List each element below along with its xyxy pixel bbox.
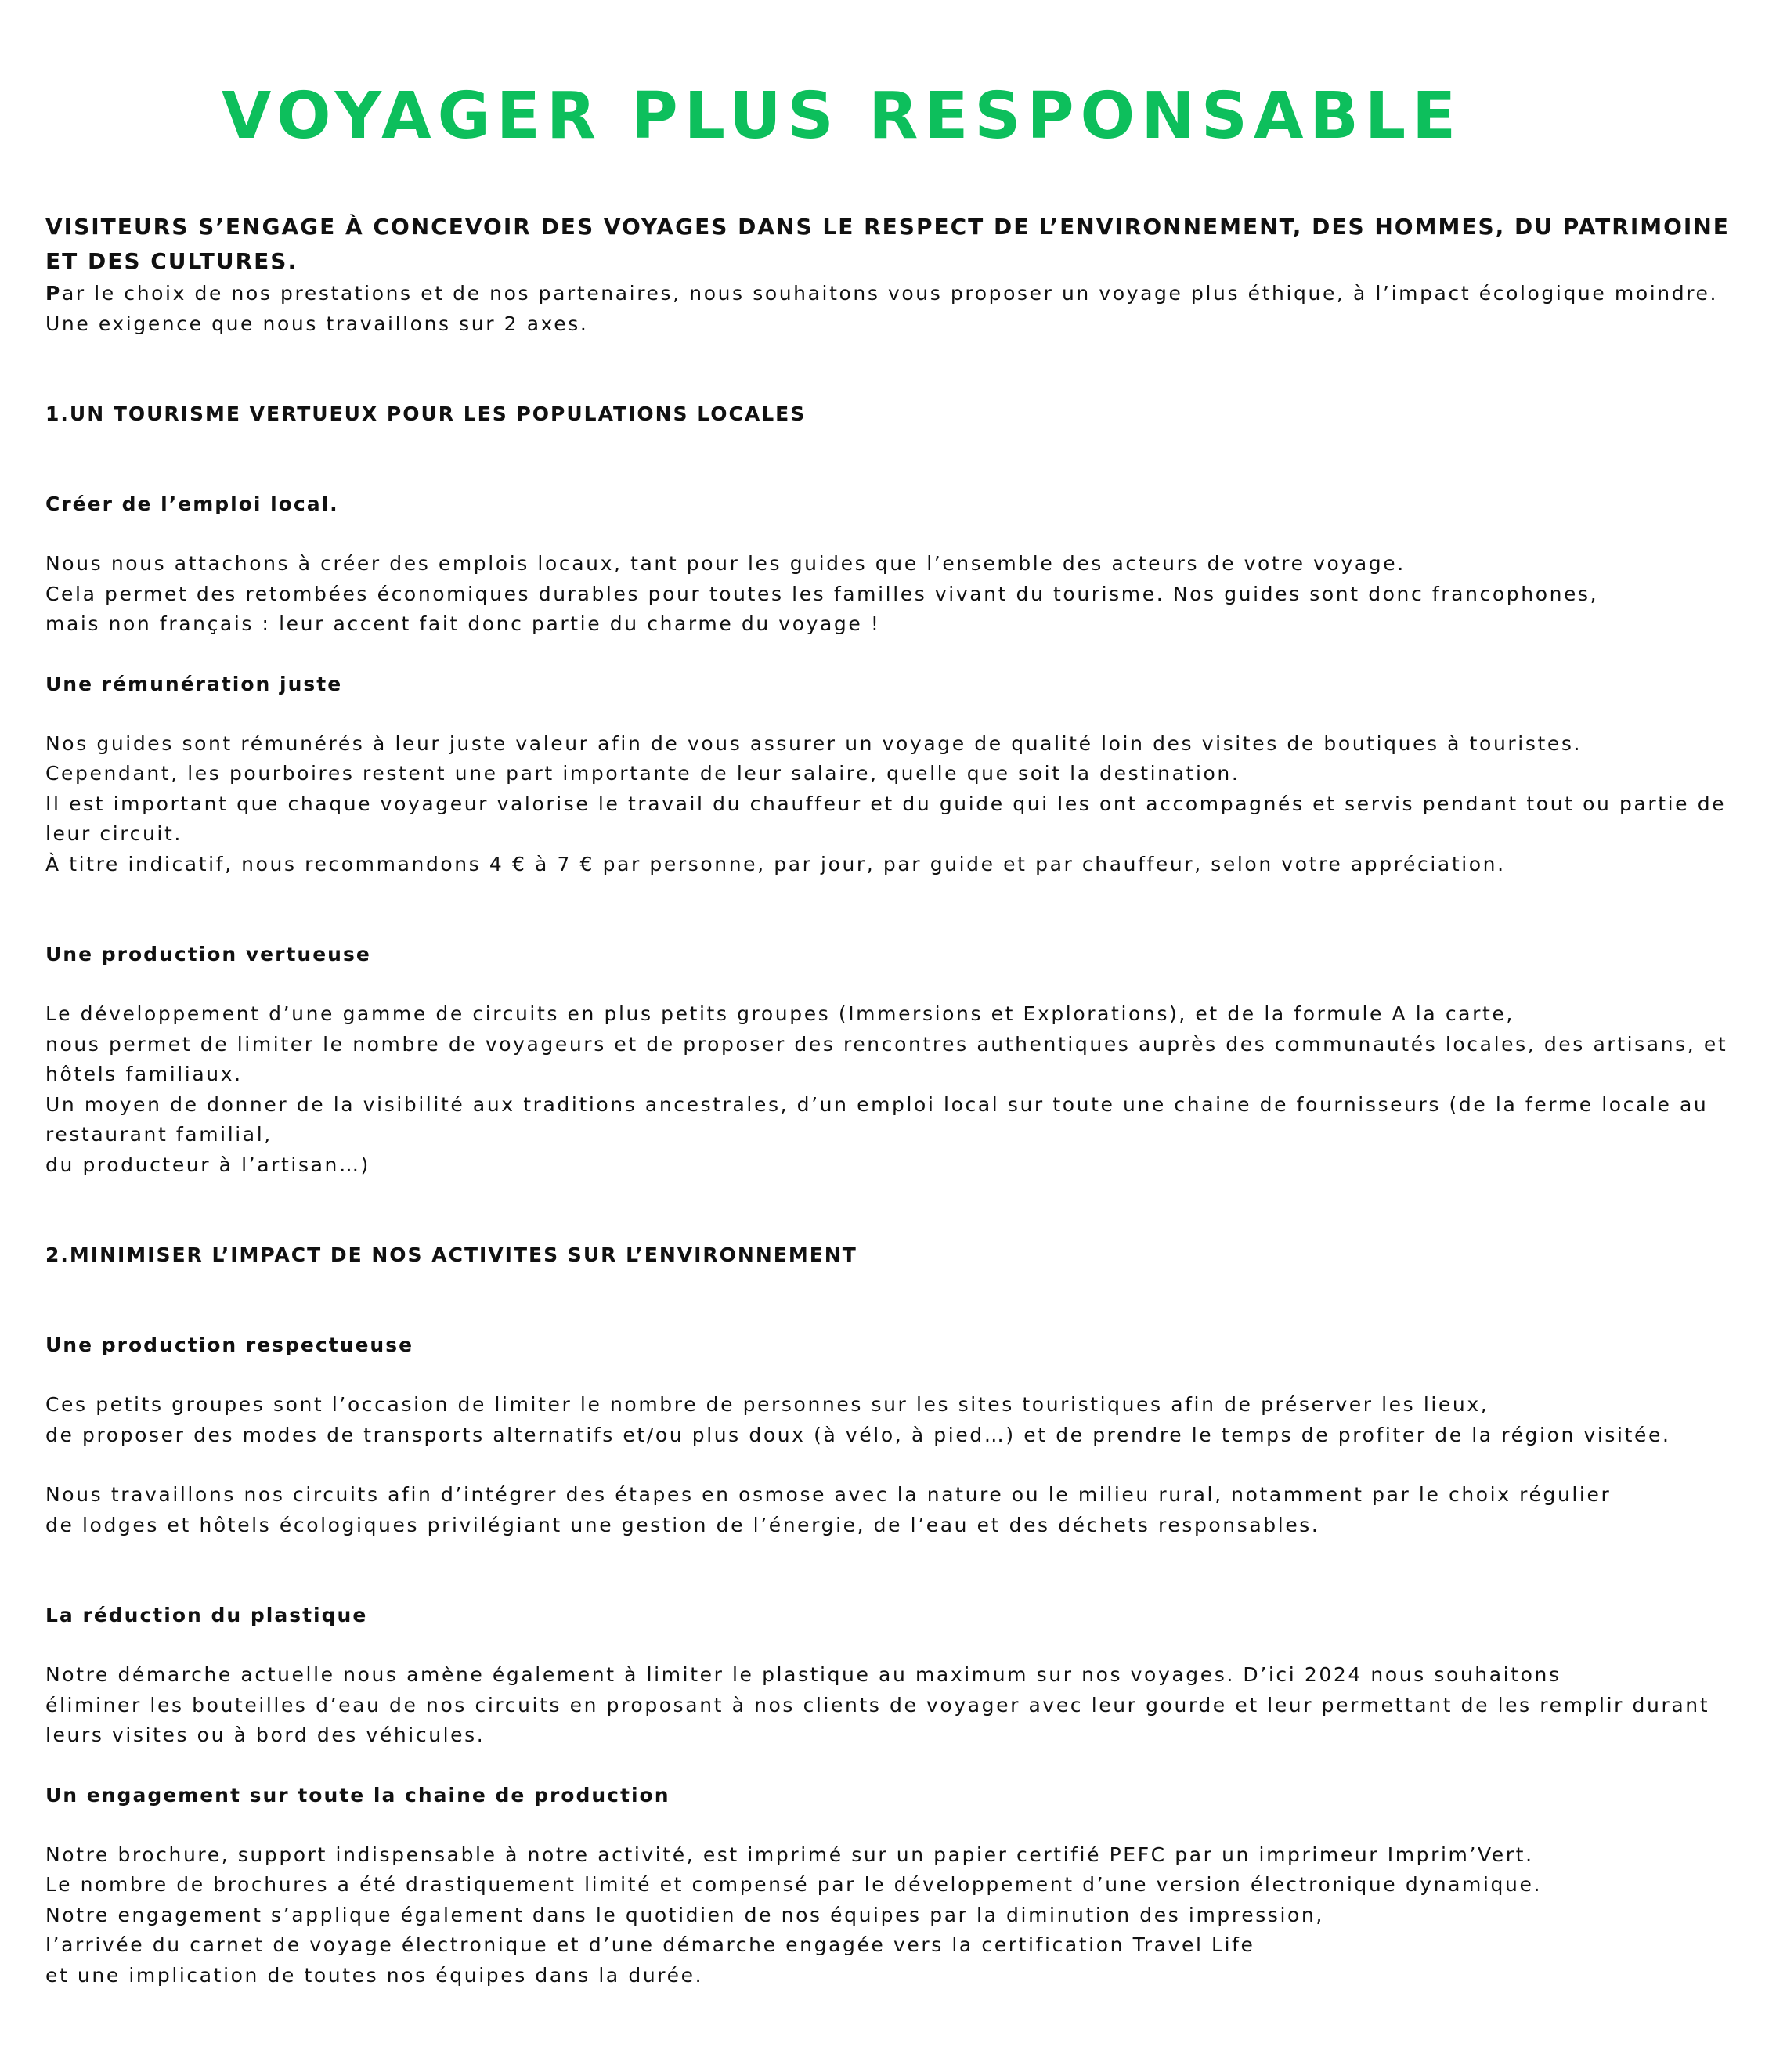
respectueuse-paragraph-2 <box>45 1480 1753 1540</box>
paragraph-line: Notre brochure, support indispensable à notre activité, est imprimé sur un papier certifié PEFC par un imprimeur Imprim’Vert. <box>45 1843 1534 1866</box>
paragraph-line: de lodges et hôtels écologiques privilégiant une gestion de l’énergie, de l’eau et des déchets responsables. <box>45 1513 1320 1536</box>
intro-line-1 <box>45 279 1753 309</box>
plastique-paragraph <box>45 1660 1753 1751</box>
paragraph-line: Notre démarche actuelle nous amène également à limiter le plastique au maximum sur nos voyages. D’ici 2024 nous souhaitons <box>45 1663 1561 1686</box>
emploi-paragraph <box>45 549 1753 640</box>
paragraph-line: Le nombre de brochures a été drastiquement limité et compensé par le développement d’une version électronique dynamique. <box>45 1873 1542 1896</box>
intro-dropcap: P <box>45 282 62 305</box>
section-2-title: 2.MINIMISER L’IMPACT DE NOS ACTIVITES SUR L’ENVIRONNEMENT <box>45 1244 857 1266</box>
respectueuse-title: Une production respectueuse <box>45 1334 414 1356</box>
engagement-title: Un engagement sur toute la chaine de production <box>45 1783 670 1807</box>
paragraph-line: l’arrivée du carnet de voyage électronique et d’une démarche engagée vers la certification Travel Life <box>45 1933 1255 1956</box>
paragraph-line: Nos guides sont rémunérés à leur juste valeur afin de vous assurer un voyage de qualité loin des visites de boutiques à touristes. <box>45 731 1582 755</box>
paragraph-line: Notre engagement s’applique également dans le quotidien de nos équipes par la diminution des impression, <box>45 1903 1324 1926</box>
document-body <box>45 210 1753 1991</box>
paragraph-line: et une implication de toutes nos équipes dans la durée. <box>45 1963 704 1987</box>
paragraph-line: Nous travaillons nos circuits afin d’intégrer des étapes en osmose avec la nature ou le milieu rural, notamment par le choix régulier <box>45 1483 1612 1506</box>
paragraph-line: de proposer des modes de transports alternatifs et/ou plus doux (à vélo, à pied…) et de prendre le temps de profiter de la région visitée. <box>45 1423 1671 1446</box>
plastique-title: La réduction du plastique <box>45 1604 368 1626</box>
paragraph-line: À titre indicatif, nous recommandons 4 € à 7 € par personne, par jour, par guide et par chauffeur, selon votre appréciation. <box>45 852 1506 875</box>
page-title: VOYAGER PLUS RESPONSABLE <box>221 78 1463 153</box>
paragraph-line: Nous nous attachons à créer des emplois locaux, tant pour les guides que l’ensemble des acteurs de votre voyage. <box>45 552 1406 575</box>
production-title: Une production vertueuse <box>45 943 371 966</box>
paragraph-line: Le développement d’une gamme de circuits en plus petits groupes (Immersions et Explorations), et de la formule A la carte, <box>45 1002 1514 1025</box>
paragraph-line: nous permet de limiter le nombre de voyageurs et de proposer des rencontres authentiques auprès des communautés locales, des artisans, et hôtels familiaux. <box>45 1032 1728 1085</box>
production-paragraph <box>45 999 1753 1180</box>
section-1-title: 1.UN TOURISME VERTUEUX POUR LES POPULATIONS LOCALES <box>45 402 807 425</box>
intro-line-1-text: ar le choix de nos prestations et de nos partenaires, nous souhaitons vous proposer un voyage plus éthique, à l’impact écologique moindre. <box>61 282 1719 305</box>
respectueuse-paragraph-1 <box>45 1390 1753 1450</box>
paragraph-line: Un moyen de donner de la visibilité aux traditions ancestrales, d’un emploi local sur toute une chaine de fournisseurs (de la ferme locale au restaurant familial, <box>45 1092 1709 1146</box>
remuneration-title: Une rémunération juste <box>45 672 343 695</box>
emploi-title: Créer de l’emploi local. <box>45 493 339 515</box>
paragraph-line: éliminer les bouteilles d’eau de nos circuits en proposant à nos clients de voyager avec leur gourde et leur permettant de les remplir durant leurs visites ou à bord des véhicules. <box>45 1693 1710 1746</box>
remuneration-paragraph <box>45 729 1753 880</box>
paragraph-line: du producteur à l’artisan…) <box>45 1153 370 1176</box>
intro-heading: VISITEURS S’ENGAGE À CONCEVOIR DES VOYAGES DANS LE RESPECT DE L’ENVIRONNEMENT, DES HOMMES, DU PATRIMOINE ET DES CULTURES. <box>45 214 1730 274</box>
intro-paragraph <box>45 279 1753 339</box>
paragraph-line: Cependant, les pourboires restent une part importante de leur salaire, quelle que soit la destination. <box>45 762 1240 785</box>
engagement-paragraph <box>45 1840 1753 1991</box>
paragraph-line: Cela permet des retombées économiques durables pour toutes les familles vivant du tourisme. Nos guides sont donc francophones, <box>45 582 1599 605</box>
paragraph-line: Il est important que chaque voyageur valorise le travail du chauffeur et du guide qui les ont accompagnés et servis pendant tout ou partie de leur circuit. <box>45 792 1727 845</box>
paragraph-line: Ces petits groupes sont l’occasion de limiter le nombre de personnes sur les sites touristiques afin de préserver les lieux, <box>45 1393 1489 1416</box>
paragraph-line: mais non français : leur accent fait donc partie du charme du voyage ! <box>45 612 881 635</box>
intro-line-2: Une exigence que nous travaillons sur 2 axes. <box>45 312 589 335</box>
